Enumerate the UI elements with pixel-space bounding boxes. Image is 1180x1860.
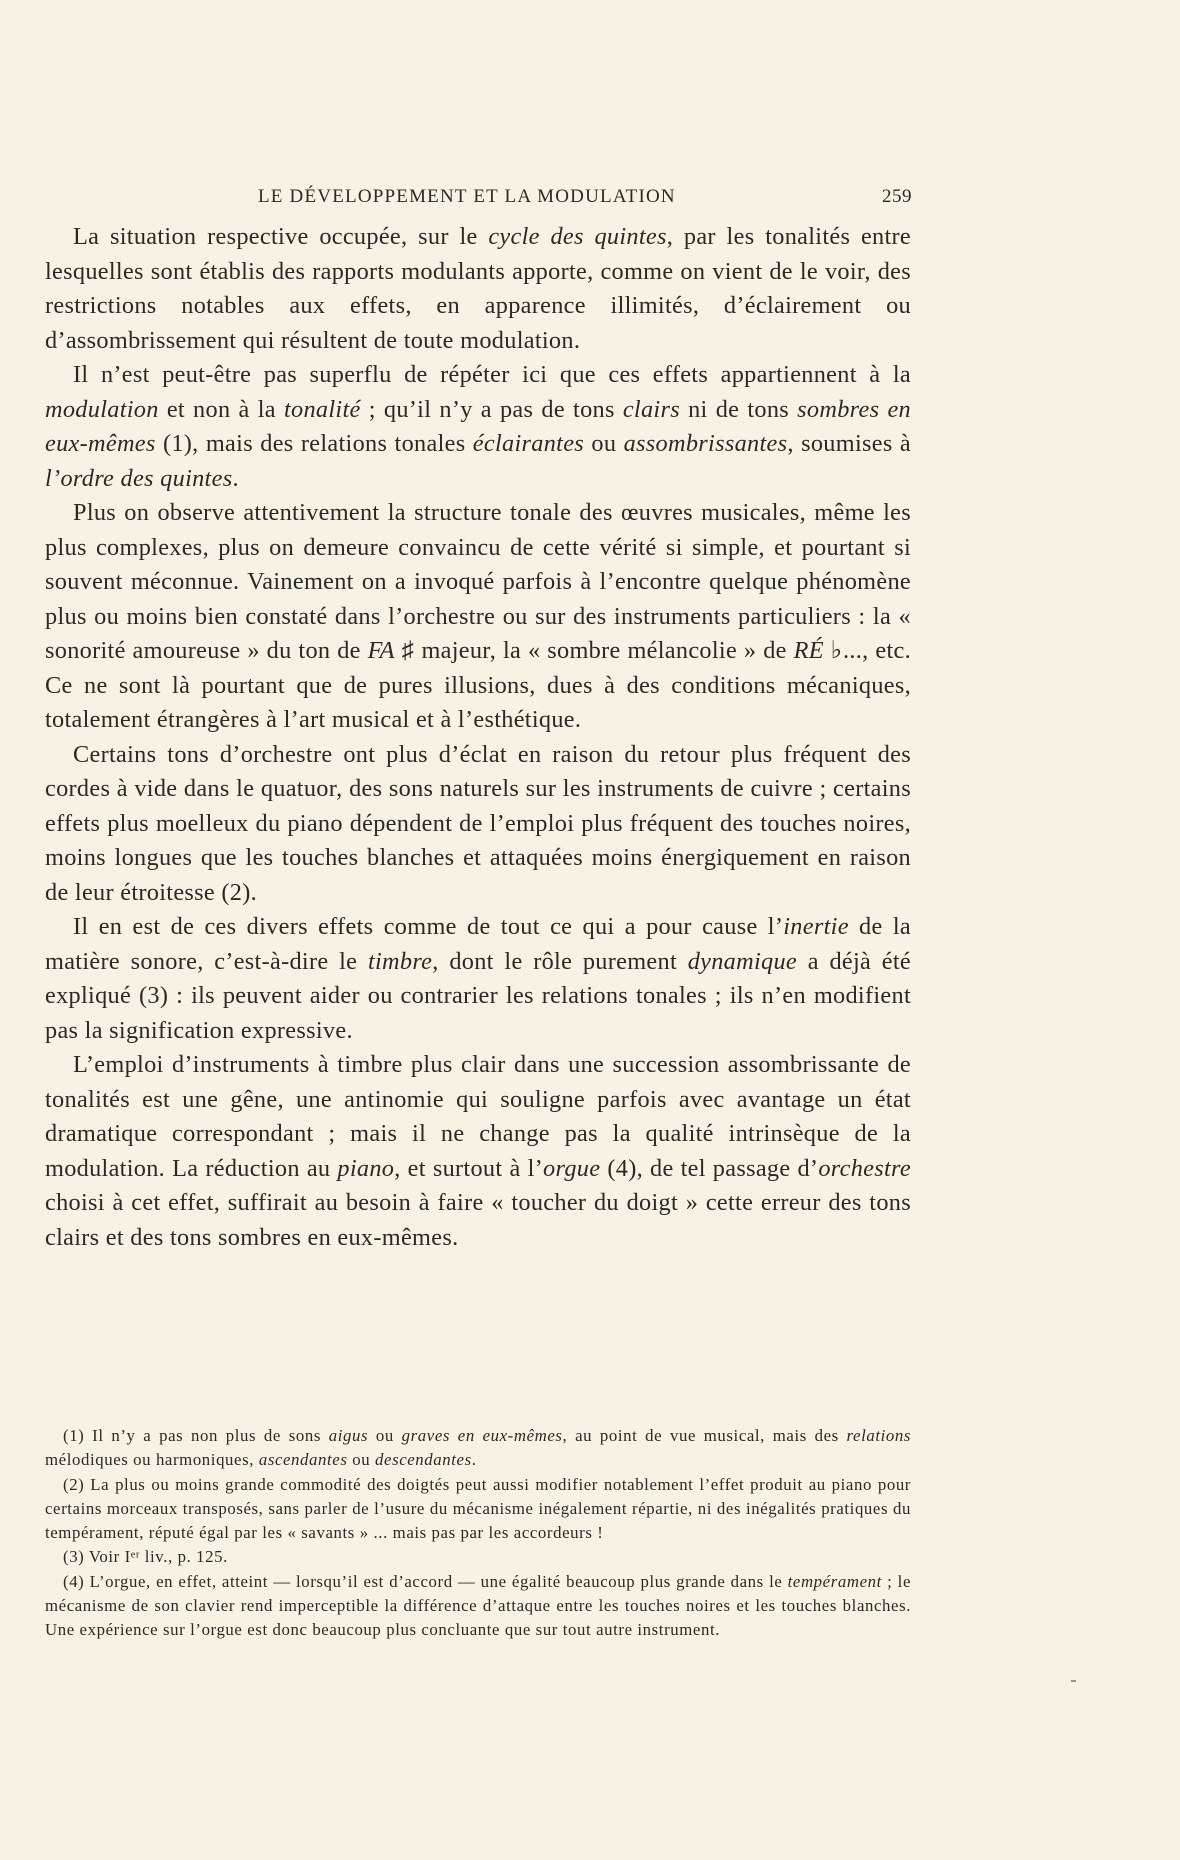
text-run: , au point de vue musical, mais des bbox=[562, 1426, 847, 1445]
text-run: , dont le rôle purement bbox=[432, 947, 688, 975]
text-run: (4), de tel passage d’ bbox=[600, 1154, 819, 1182]
running-title: LE DÉVELOPPEMENT ET LA MODULATION bbox=[258, 186, 676, 207]
text-run: , soumises à bbox=[787, 430, 911, 457]
italic-run: sombres en eux-mêmes bbox=[45, 395, 912, 457]
text-run: ; qu’il n’y a pas de tons bbox=[360, 395, 623, 423]
italic-run: orchestre bbox=[818, 1154, 911, 1182]
text-run: . bbox=[232, 464, 239, 492]
italic-run: piano bbox=[337, 1154, 395, 1182]
italic-run: RÉ bbox=[793, 637, 824, 664]
text-run: (2) La plus ou moins grande commodité des doigtés peut aussi modifier notablement l’effet produit au piano pour certains morceaux transposés, sans parler de l’usure du mécanisme inégalement répartie, ni des inégalités pratiques du tempérament, réputé égal par les « savants » ... mais pas par les accordeurs ! bbox=[45, 1474, 911, 1543]
text-run: de la matière sonore, c’est-à-dire le bbox=[45, 913, 911, 975]
text-run: choisi à cet effet, suffirait au besoin à faire « toucher du doigt » cette erreur des tons clairs et des tons sombres en eux-mêmes. bbox=[45, 1189, 911, 1251]
text-run: ♯ majeur, la « sombre mélancolie » de bbox=[394, 637, 794, 664]
text-run: , et surtout à l’ bbox=[394, 1154, 544, 1182]
italic-run: tonalité bbox=[283, 395, 361, 423]
italic-run: relations bbox=[846, 1426, 911, 1445]
page-speck bbox=[1071, 1680, 1076, 1682]
text-run: Il n’est peut-être pas superflu de répéter ici que ces effets appartiennent à la bbox=[73, 361, 911, 388]
italic-run: cycle des quintes bbox=[488, 223, 667, 250]
italic-run: graves en eux-mêmes bbox=[401, 1426, 563, 1445]
text-run: (4) L’orgue, en effet, atteint — lorsqu’il est d’accord — une égalité beaucoup plus grande dans le bbox=[63, 1571, 788, 1591]
italic-run: clairs bbox=[622, 395, 680, 423]
text-run: ; le mécanisme de son clavier rend imperceptible la différence d’attaque entre les touches noires et les touches blanches. Une expérience sur l’orgue est donc beaucoup plus concluante que sur tout autre instrument. bbox=[45, 1571, 911, 1640]
italic-run: dynamique bbox=[687, 947, 798, 975]
footnote bbox=[45, 1424, 911, 1473]
footnote bbox=[45, 1545, 911, 1569]
italic-run: inertie bbox=[783, 913, 849, 940]
text-run: (1), mais des relations tonales bbox=[155, 430, 473, 457]
text-run: (1) Il n’y a pas non plus de sons bbox=[63, 1426, 329, 1445]
text-run: ou bbox=[368, 1426, 402, 1445]
text-run: ni de tons bbox=[679, 395, 798, 423]
text-run: La situation respective occupée, sur le bbox=[73, 223, 489, 250]
text-run: mélodiques ou harmoniques, bbox=[45, 1450, 259, 1470]
paragraph bbox=[45, 358, 911, 496]
text-run: Certains tons d’orchestre ont plus d’éclat en raison du retour plus fréquent des cordes à vide dans le quatuor, des sons naturels sur les instruments de cuivre ; certains effets plus moelleux du piano dépendent de l’emploi plus fréquent des touches noires, moins longues que les touches blanches et attaquées moins énergiquement en raison de leur étroitesse (2). bbox=[45, 740, 911, 906]
footnotes bbox=[45, 1424, 911, 1643]
italic-run: éclairantes bbox=[472, 430, 585, 457]
text-run: , par les tonalités entre lesquelles sont établis des rapports modulants apporte, comme on vient de le voir, des restrictions notables aux effets, en apparence illimités, d’éclairement ou d’assombrissement qui résultent de toute modulation. bbox=[45, 223, 912, 354]
text-run: (3) Voir Iᵉʳ liv., p. 125. bbox=[63, 1547, 228, 1567]
footnote bbox=[45, 1473, 911, 1546]
italic-run: aigus bbox=[328, 1426, 369, 1445]
text-run: a déjà été expliqué (3) : ils peuvent aider ou contrarier les relations tonales ; ils n’en modifient pas la signification expressive. bbox=[45, 947, 912, 1044]
italic-run: timbre bbox=[367, 947, 433, 975]
paragraph bbox=[45, 1048, 911, 1255]
italic-run: modulation bbox=[45, 395, 159, 423]
paragraph bbox=[45, 496, 911, 738]
text-run: ♭..., etc. Ce ne sont là pourtant que de pures illusions, dues à des conditions mécaniques, totalement étrangères à l’art musical et à l’esthétique. bbox=[45, 637, 911, 733]
running-header bbox=[258, 186, 912, 212]
paragraph bbox=[45, 220, 911, 358]
text-run: et non à la bbox=[158, 395, 284, 423]
paragraph bbox=[45, 910, 911, 1048]
paragraph bbox=[45, 738, 911, 911]
italic-run: assombrissantes bbox=[623, 430, 788, 457]
main-text bbox=[45, 220, 911, 1255]
italic-run: descendantes bbox=[375, 1450, 472, 1470]
text-run: ou bbox=[347, 1450, 376, 1470]
footnote bbox=[45, 1570, 911, 1643]
italic-run: l’ordre des quintes bbox=[45, 464, 233, 492]
page-number: 259 bbox=[882, 186, 912, 207]
italic-run: orgue bbox=[543, 1154, 601, 1182]
text-run: L’emploi d’instruments à timbre plus clair dans une succession assombrissante de tonalités est une gêne, une antinomie qui souligne parfois avec avantage un état dramatique correspondant ; mais il ne change pas la qualité intrinsèque de la modulation. La réduction au bbox=[45, 1051, 911, 1182]
text-run: ou bbox=[584, 430, 624, 457]
italic-run: tempérament bbox=[787, 1571, 882, 1591]
italic-run: ascendantes bbox=[258, 1450, 348, 1470]
text-run: Il en est de ces divers effets comme de tout ce qui a pour cause l’ bbox=[73, 913, 784, 940]
text-run: . bbox=[471, 1450, 477, 1470]
italic-run: FA bbox=[367, 637, 395, 664]
text-run: Plus on observe attentivement la structure tonale des œuvres musicales, même les plus complexes, plus on demeure convaincu de cette vérité si simple, et pourtant si souvent méconnue. Vainement on a invoqué parfois à l’encontre quelque phénomène plus ou moins bien constaté dans l’orchestre ou sur des instruments particuliers : la « sonorité amoureuse » du ton de bbox=[45, 499, 911, 664]
